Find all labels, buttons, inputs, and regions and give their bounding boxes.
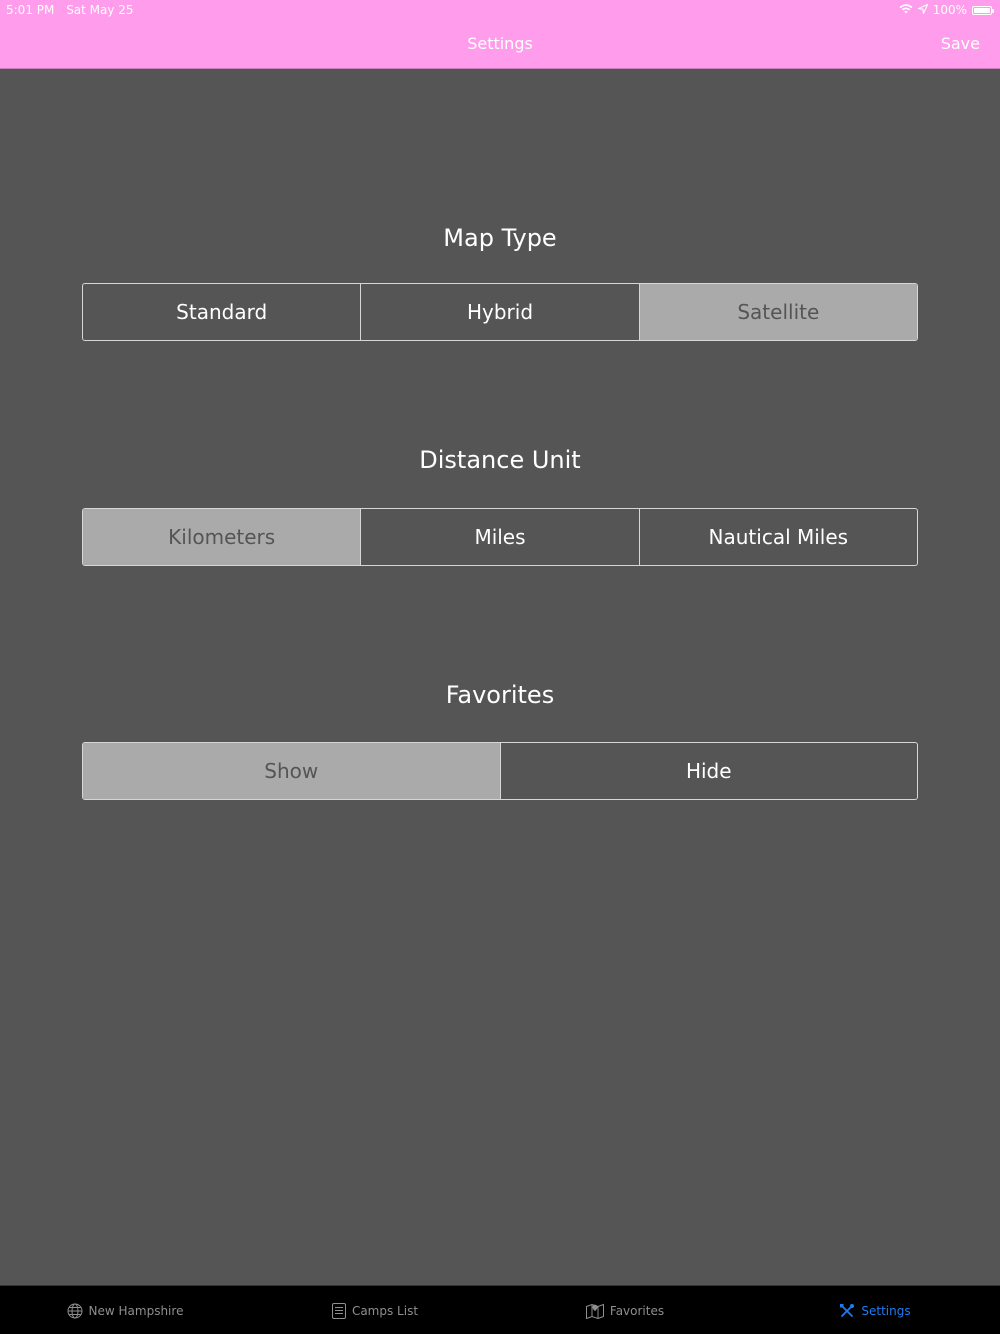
tab-settings[interactable] [750,1286,1000,1334]
wifi-icon [899,3,913,17]
tools-icon [839,1303,855,1319]
tab-label: Settings [861,1303,911,1318]
distance-unit-option-nautical-miles[interactable]: Nautical Miles [708,525,849,549]
tab-camps-list[interactable] [250,1286,500,1334]
distance-unit-segmented-control [82,508,918,566]
tab-label: Camps List [351,1303,419,1318]
tab-label: Favorites [609,1303,665,1318]
status-time-group [6,3,142,17]
header [0,0,1000,69]
favorites-title: Favorites [445,681,555,709]
battery-icon [972,6,992,15]
battery-fill [974,8,990,13]
distance-unit-title: Distance Unit [419,446,581,474]
map-type-title: Map Type [443,224,557,252]
status-bar [0,0,1000,20]
status-date: Sat May 25 [66,3,134,17]
status-right-group [899,3,992,17]
favorites-option-hide[interactable]: Hide [685,759,732,783]
battery-percent: 100% [932,3,967,17]
tab-favorites[interactable] [500,1286,750,1334]
tab-new-hampshire[interactable] [0,1286,250,1334]
map-type-option-hybrid[interactable]: Hybrid [361,284,639,340]
map-type-segmented-control [82,283,918,341]
list-icon [332,1303,346,1319]
map-type-option-satellite[interactable]: Satellite [640,284,917,340]
map-type-option-standard[interactable]: Standard [83,284,361,340]
distance-unit-option-kilometers[interactable]: Kilometers [83,509,361,565]
favorites-segmented-control [82,742,918,800]
save-button[interactable]: Save [940,34,980,53]
globe-icon [67,1303,83,1319]
tab-label: New Hampshire [88,1303,184,1318]
location-arrow-icon [918,3,928,17]
page-title: Settings [467,34,533,53]
map-icon [586,1303,604,1319]
favorites-option-show[interactable]: Show [83,743,501,799]
status-time: 5:01 PM [6,3,55,17]
tab-bar [0,1285,1000,1334]
distance-unit-option-miles[interactable]: Miles [361,509,639,565]
